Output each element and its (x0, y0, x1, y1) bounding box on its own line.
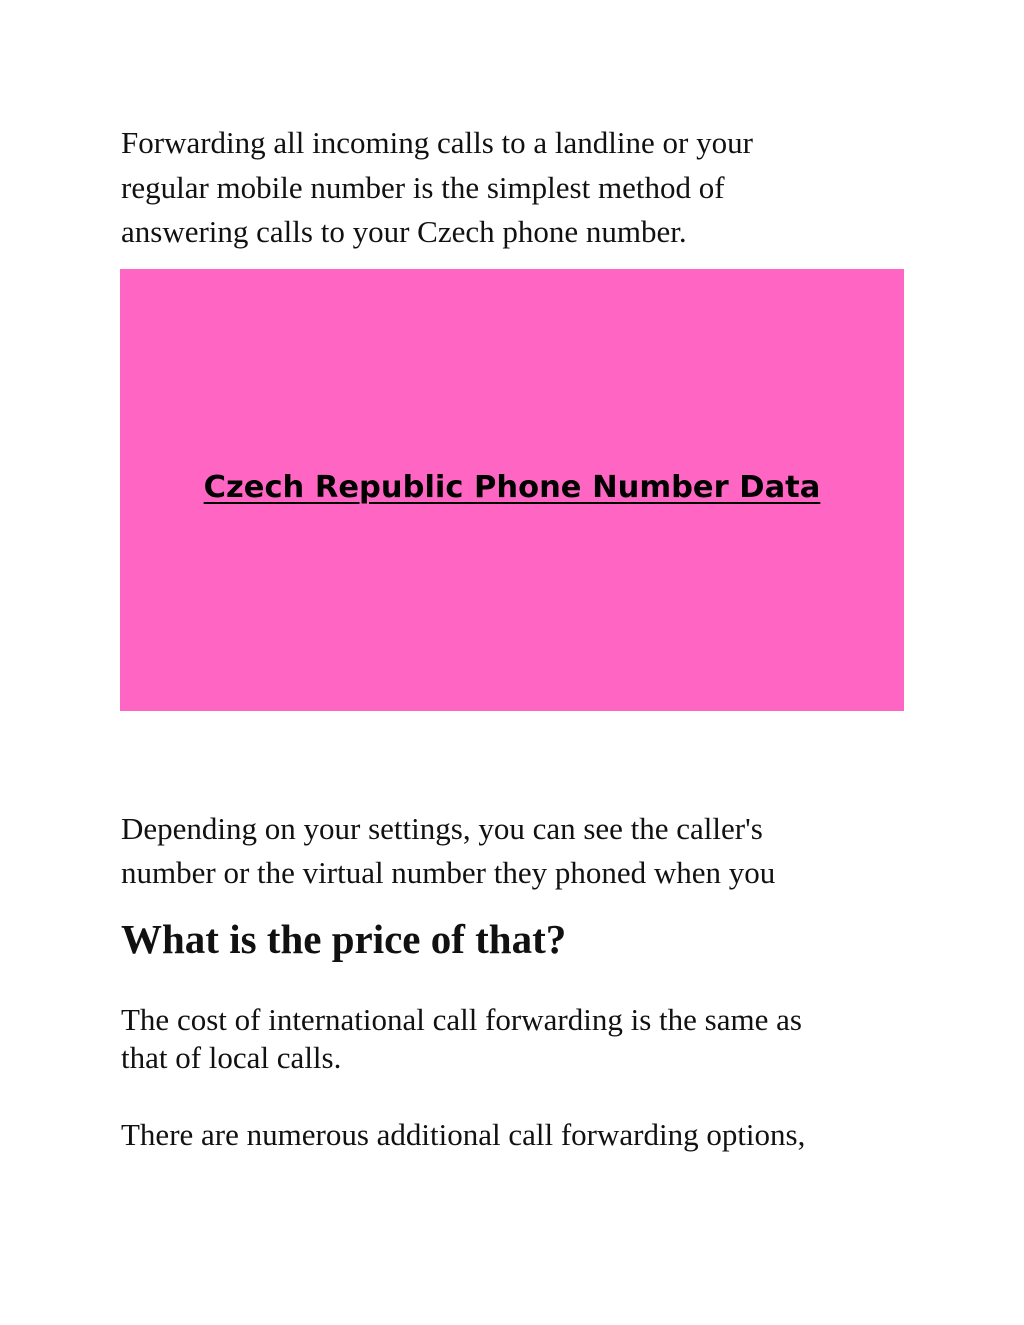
intro-paragraph (121, 121, 753, 255)
paragraph-line: There are numerous additional call forwarding options, (121, 1117, 806, 1152)
settings-paragraph (121, 807, 775, 895)
section-heading: What is the price of that? (121, 916, 567, 962)
cost-paragraph (121, 1001, 802, 1077)
banner-title: Czech Republic Phone Number Data (203, 470, 821, 505)
paragraph-line: regular mobile number is the simplest method of (121, 169, 725, 205)
options-paragraph (121, 1116, 805, 1154)
paragraph-line: Depending on your settings, you can see the caller's (121, 811, 763, 846)
paragraph-line: that of local calls. (121, 1040, 342, 1075)
paragraph-line: number or the virtual number they phoned when you (121, 855, 776, 890)
paragraph-line: answering calls to your Czech phone number. (121, 214, 687, 249)
paragraph-line: The cost of international call forwarding is the same as (121, 1002, 802, 1037)
paragraph-line: Forwarding all incoming calls to a landline or your (121, 125, 753, 160)
